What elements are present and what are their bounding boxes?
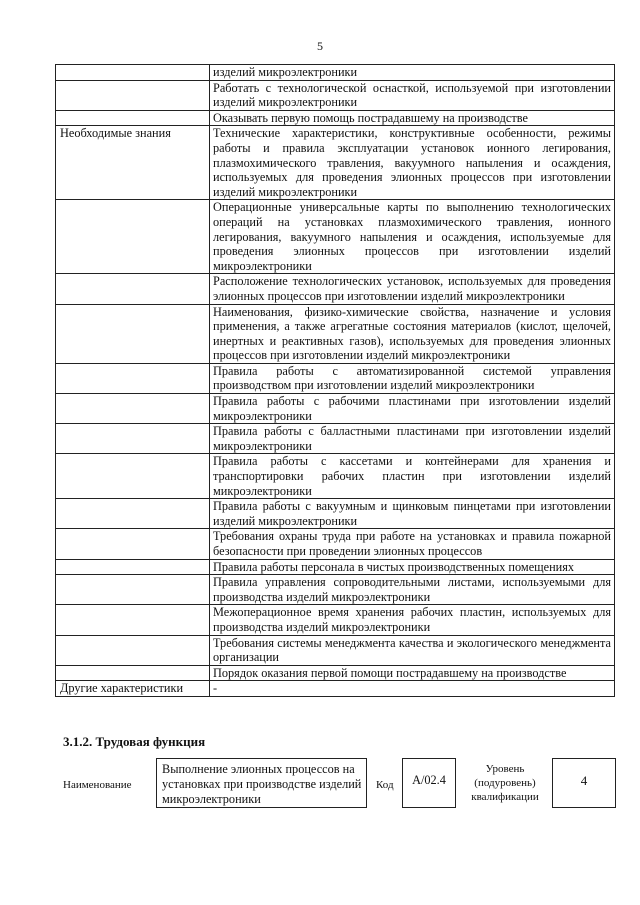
row-label [56,575,210,605]
row-label [56,274,210,304]
qualification-level-label: Уровень (подуровень) квалификации [471,763,539,803]
row-text: Правила работы с рабочими пластинами при изготовлении изделий микроэлектроники [210,394,615,424]
row-label [56,605,210,635]
row-label-required-knowledge: Необходимые знания [56,126,210,200]
row-label [56,304,210,363]
row-text: Расположение технологических установок, используемых для проведения элионных процессов при изготовлении изделий микроэлектроники [210,274,615,304]
table-row [56,394,615,424]
row-text: - [210,681,615,697]
table-row [56,681,615,697]
table-row [56,605,615,635]
section-heading: 3.1.2. Трудовая функция [63,734,206,749]
row-text: Требования системы менеджмента качества и экологического менеджмента организации [210,635,615,665]
row-text: Наименования, физико-химические свойства, назначение и условия применения, а также агрегатные состояния материалов (кислот, щелочей, инертных и реактивных газов), используемых для проведения элионных процессов при изготовлении изделий микроэлектроники [210,304,615,363]
table-row [56,363,615,393]
row-text: Правила работы персонала в чистых производственных помещениях [210,559,615,575]
page-number: 5 [317,39,323,53]
function-code-value: A/02.4 [402,758,456,808]
row-text: Межоперационное время хранения рабочих пластин, используемых для производства изделий микроэлектроники [210,605,615,635]
table-row [56,499,615,529]
row-text: Правила работы с балластными пластинами при изготовлении изделий микроэлектроники [210,424,615,454]
row-label [56,559,210,575]
row-label-other-characteristics: Другие характеристики [56,681,210,697]
row-text: Правила работы с автоматизированной системой управления производством при изготовлении изделий микроэлектроники [210,363,615,393]
function-code-label: Код [376,779,394,791]
table-row [56,635,615,665]
knowledge-table [55,64,615,697]
function-name-value: Выполнение элионных процессов на установках при производстве изделий микроэлектроники [156,758,367,808]
row-label [56,363,210,393]
row-text: изделий микроэлектроники [210,65,615,81]
row-label [56,635,210,665]
row-text: Порядок оказания первой помощи пострадавшему на производстве [210,665,615,681]
table-row [56,200,615,274]
table-row [56,110,615,126]
row-text: Правила работы с кассетами и контейнерами для хранения и транспортировки рабочих пластин при изготовлении изделий микроэлектроники [210,454,615,499]
table-row [56,454,615,499]
table-row [56,80,615,110]
row-label [56,424,210,454]
row-label [56,499,210,529]
table-row [56,575,615,605]
row-label [56,80,210,110]
row-text: Работать с технологической оснасткой, используемой при изготовлении изделий микроэлектроники [210,80,615,110]
qualification-level-value: 4 [552,758,616,808]
table-row [56,559,615,575]
row-label [56,65,210,81]
row-text: Оказывать первую помощь пострадавшему на производстве [210,110,615,126]
table-row [56,529,615,559]
row-label [56,200,210,274]
table-row [56,665,615,681]
row-label [56,529,210,559]
row-text: Технические характеристики, конструктивные особенности, режимы работы и правила эксплуатации установок ионного легирования, плазмохимического травления, вакуумного напыления и осаждения, используемых для проведения элионных процессов при изготовлении изделий микроэлектроники [210,126,615,200]
table-row [56,126,615,200]
table-row [56,65,615,81]
row-text: Правила работы с вакуумным и щинковым пинцетами при изготовлении изделий микроэлектроники [210,499,615,529]
row-text: Правила управления сопроводительными листами, используемыми для производства изделий микроэлектроники [210,575,615,605]
table-row [56,304,615,363]
row-text: Требования охраны труда при работе на установках и правила пожарной безопасности при проведении элионных процессов [210,529,615,559]
row-text: Операционные универсальные карты по выполнению технологических операций на установках плазмохимического травления, ионного легирования, вакуумного напыления и осаждения, используемые для проведения элионных процессов при изготовлении изделий микроэлектроники [210,200,615,274]
row-label [56,110,210,126]
function-name-label: Наименование [63,779,132,791]
row-label [56,454,210,499]
table-row [56,424,615,454]
row-label [56,394,210,424]
table-row [56,274,615,304]
row-label [56,665,210,681]
